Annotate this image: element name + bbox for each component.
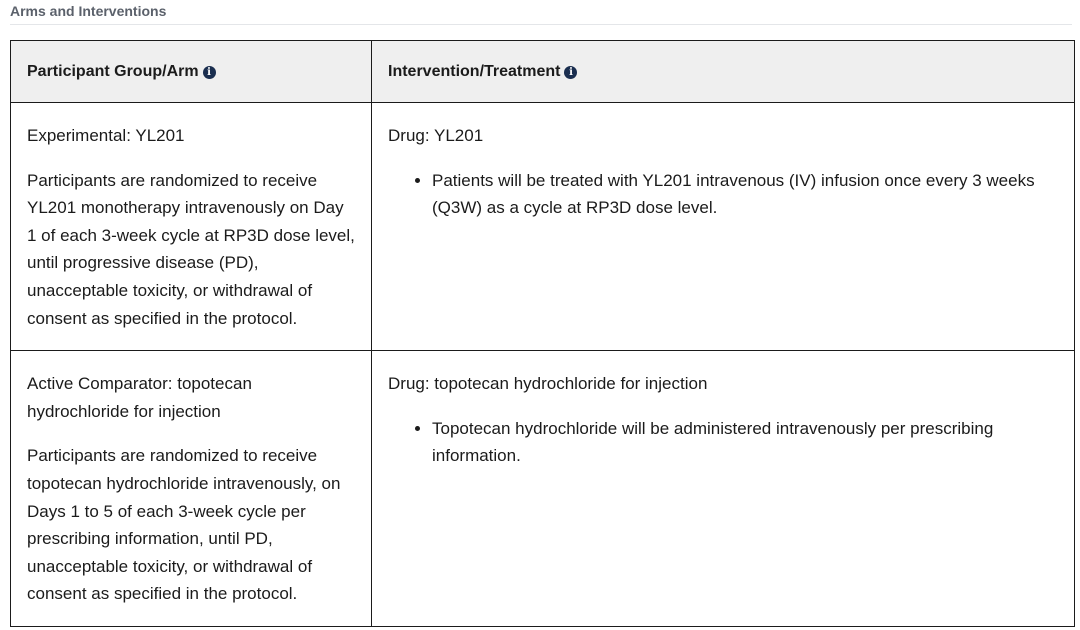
info-icon[interactable]: i (564, 66, 577, 79)
table-row (11, 103, 1075, 351)
intervention-cell (372, 103, 1075, 351)
drug-bullet: • Patients will be treated with YL201 intravenous (IV) infusion once every 3 weeks (Q3W) as a cycle at RP3D dose level. (432, 167, 1058, 222)
drug-label: Drug: YL201 (388, 126, 484, 145)
arm-description: Participants are randomized to receive YL201 monotherapy intravenously on Day 1 of each 3-week cycle at RP3D dose level, until progressive disease (PD), unacceptable toxicity, or withdrawal of consent as specified in the protocol. (27, 170, 355, 328)
arm-cell (11, 103, 372, 351)
arm-label: Active Comparator: topotecan hydrochloride for injection (27, 374, 252, 421)
info-icon[interactable]: i (203, 66, 216, 79)
arm-cell (11, 351, 372, 627)
drug-bullet-list (388, 167, 1058, 222)
arm-description: Participants are randomized to receive topotecan hydrochloride intravenously, on Days 1 to 5 of each 3-week cycle per prescribing information, until PD, unacceptable toxicity, or withdrawal of consent as specified in the protocol. (27, 446, 341, 604)
table-header-row (11, 41, 1075, 103)
arms-interventions-table (10, 40, 1075, 627)
drug-bullet-list (388, 415, 1058, 470)
section-title: Arms and Interventions (10, 3, 167, 19)
header-participant-group-label: Participant Group/Arm (27, 62, 199, 80)
header-participant-group (11, 41, 372, 103)
intervention-cell (372, 351, 1075, 627)
section-divider (10, 24, 1072, 25)
table-row (11, 351, 1075, 627)
drug-bullet: • Topotecan hydrochloride will be administered intravenously per prescribing information. (432, 415, 1058, 470)
header-intervention-label: Intervention/Treatment (388, 62, 561, 80)
header-intervention (372, 41, 1075, 103)
arm-label: Experimental: YL201 (27, 126, 185, 145)
drug-label: Drug: topotecan hydrochloride for injection (388, 374, 708, 394)
